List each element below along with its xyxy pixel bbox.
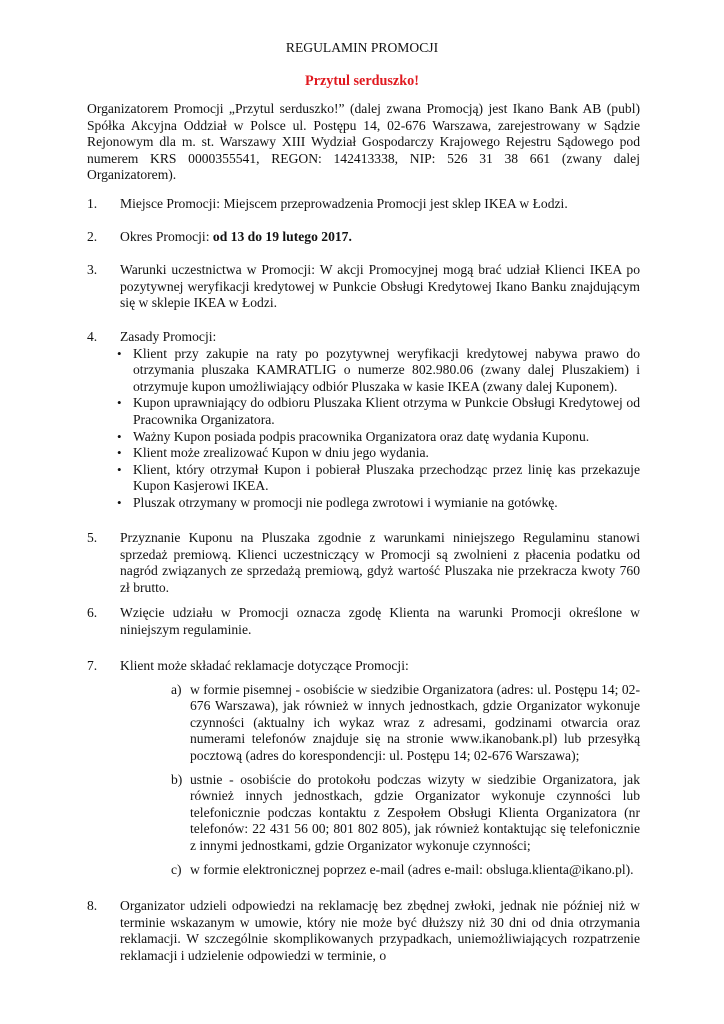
section-label: Zasady Promocji: bbox=[120, 329, 217, 344]
section-number: 8. bbox=[87, 898, 98, 913]
bullet-icon: • bbox=[117, 494, 122, 510]
section-content bbox=[117, 329, 640, 512]
section-label: Klient może składać reklamacje dotyczące Promocji: bbox=[120, 658, 409, 673]
section-label: Okres Promocji: bbox=[120, 229, 213, 244]
option-text: w formie pisemnej - osobiście w siedzibie Organizatora (adres: ul. Postępu 14; 02-676 Warszawa), jak również w innych jednostkach, gdzie Organizator wykonuje czynności (aktualny ich wykaz wraz z adresami, godzinami otwarcia oraz numerami telefonów znajduje się na stronie www.ikanobank.pl) lub przesyłką pocztową (adres do korespondencji: ul. Postępu 14; 02-676 Warszawa); bbox=[190, 681, 640, 763]
list-item: • Klient przy zakupie na raty po pozytywnej weryfikacji kredytowej nabywa prawo do otrzymania pluszaka KAMRATLIG o numerze 802.980.06 (zwany dalej Pluszakiem) i otrzymuje kupon umożliwiający odbiór Pluszaka w kasie IKEA (zwany dalej Kuponem). bbox=[117, 345, 640, 394]
section-content bbox=[120, 658, 640, 878]
complaint-option-b bbox=[171, 772, 640, 855]
section-3 bbox=[87, 262, 640, 312]
bullet-icon: • bbox=[117, 445, 122, 461]
bullet-icon: • bbox=[117, 345, 122, 361]
list-item: • Kupon uprawniający do odbioru Pluszaka Klient otrzyma w Punkcie Obsługi Kredytowej od Pracownika Organizatora. bbox=[117, 395, 640, 427]
section-number: 4. bbox=[87, 329, 98, 344]
section-text bbox=[120, 229, 640, 246]
section-number: 7. bbox=[87, 658, 98, 673]
bullet-icon: • bbox=[117, 395, 122, 411]
intro-paragraph: Organizatorem Promocji „Przytul serduszko!” (dalej zwana Promocją) jest Ikano Bank AB (publ) Spółka Akcyjna Oddział w Polsce ul. Postępu 14, 02-676 Warszawa, zarejestrowany w Sądzie Rejonowym dla m. st. Warszawy XIII Wydział Gospodarczy Krajowego Rejestru Sądowego pod numerem KRS 0000355541, REGON: 142413338, NIP: 526 31 38 661 (zwany dalej Organizatorem). bbox=[87, 101, 640, 183]
section-number: 3. bbox=[87, 262, 98, 277]
complaint-option-c bbox=[171, 862, 640, 879]
rules-list bbox=[117, 345, 640, 512]
promotion-period: od 13 do 19 lutego 2017. bbox=[212, 229, 352, 244]
section-text: Wzięcie udziału w Promocji oznacza zgodę Klienta na warunki Promocji określone w niniejszym regulaminie. bbox=[120, 605, 640, 637]
list-item: • Klient może zrealizować Kupon w dniu jego wydania. bbox=[117, 445, 429, 461]
list-item: • Pluszak otrzymany w promocji nie podlega zwrotowi i wymianie na gotówkę. bbox=[117, 494, 558, 510]
section-number: 5. bbox=[87, 530, 98, 545]
section-number: 6. bbox=[87, 605, 98, 620]
bullet-icon: • bbox=[117, 461, 122, 477]
document-title: REGULAMIN PROMOCJI bbox=[285, 40, 439, 55]
option-letter: c) bbox=[171, 861, 182, 877]
section-number: 1. bbox=[87, 196, 98, 211]
list-item: • Klient, który otrzymał Kupon i pobierał Pluszaka przechodząc przez linię kas przekazuje Kupon Kasjerowi IKEA. bbox=[117, 461, 640, 494]
list-item: • Ważny Kupon posiada podpis pracownika Organizatora oraz datę wydania Kuponu. bbox=[117, 428, 590, 444]
section-6 bbox=[87, 605, 640, 638]
complaint-option-a bbox=[171, 682, 640, 765]
promotion-name: Przytul serduszko! bbox=[305, 73, 419, 89]
option-letter: b) bbox=[171, 771, 183, 787]
section-1 bbox=[87, 196, 640, 213]
section-5 bbox=[87, 530, 640, 596]
section-text: Przyznanie Kuponu na Pluszaka zgodnie z warunkami niniejszego Regulaminu stanowi sprzedaż premiową. Klienci uczestniczący w Promocji są zwolnieni z płacenia podatku od nagród związanych ze sprzedażą premiową, gdyż wartość Pluszaka nie przekracza kwoty 760 zł brutto. bbox=[120, 530, 640, 595]
option-text: ustnie - osobiście do protokołu podczas wizyty w siedzibie Organizatora, jak również innych jednostkach, gdzie Organizator wykonuje czynności lub telefonicznie podczas kontaktu z Zespołem Obsługi Klienta Organizatora (nr telefonów: 22 431 56 00; 801 802 805), jak również kontaktując się telefonicznie z innymi jednostkami, gdzie Organizator wykonuje czynności; bbox=[190, 771, 640, 853]
option-letter: a) bbox=[171, 681, 182, 697]
section-8 bbox=[87, 898, 640, 964]
section-2 bbox=[87, 229, 640, 246]
section-text: Organizator udzieli odpowiedzi na reklamację bez zbędnej zwłoki, jednak nie później niż w terminie wskazanym w umowie, który nie może być dłuższy niż 30 dni od dnia otrzymania reklamacji. W szczególnie skomplikowanych przypadkach, uniemożliwiających rozpatrzenie reklamacji i udzielenie odpowiedzi w terminie, o bbox=[120, 898, 640, 963]
section-number: 2. bbox=[87, 229, 98, 244]
option-text: w formie elektronicznej poprzez e-mail (adres e-mail: obsluga.klienta@ikano.pl). bbox=[190, 861, 634, 877]
section-4 bbox=[87, 329, 640, 512]
section-7 bbox=[87, 658, 640, 878]
bullet-icon: • bbox=[117, 428, 122, 444]
section-text: Miejsce Promocji: Miejscem przeprowadzenia Promocji jest sklep IKEA w Łodzi. bbox=[120, 196, 568, 211]
section-text: Warunki uczestnictwa w Promocji: W akcji Promocyjnej mogą brać udział Klienci IKEA po pozytywnej weryfikacji kredytowej w Punkcie Obsługi Kredytowej Ikano Banku znajdującym się w sklepie IKEA w Łodzi. bbox=[120, 262, 640, 311]
